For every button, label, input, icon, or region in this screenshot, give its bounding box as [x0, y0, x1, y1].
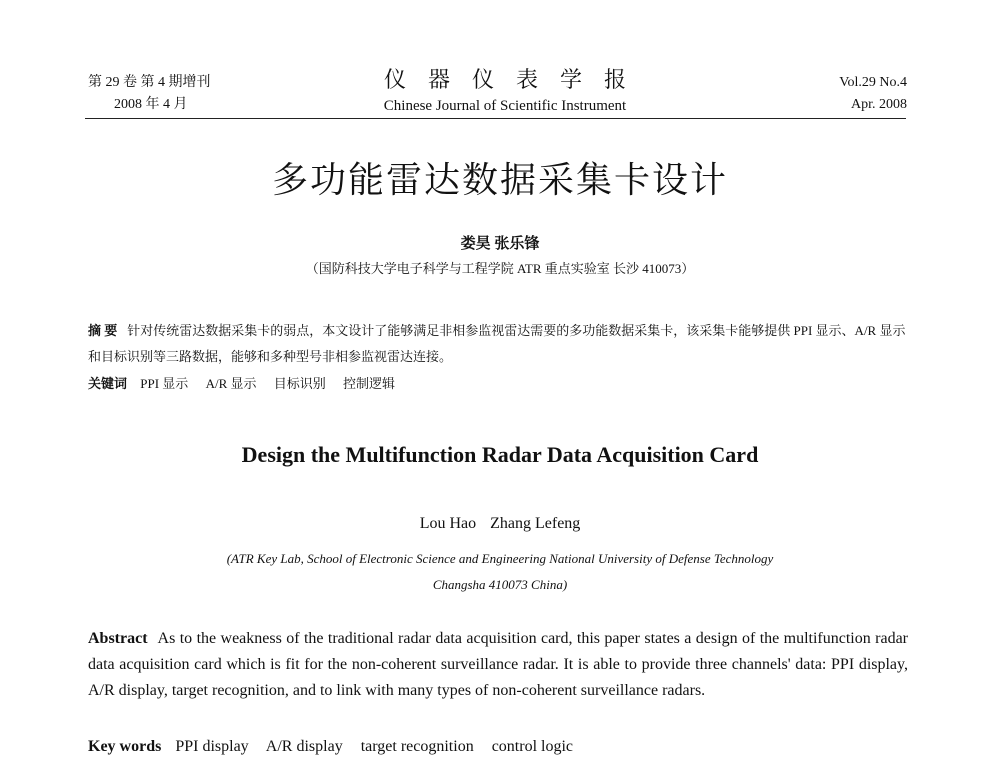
issue-volume: 第 29 卷 第 4 期增刊 [88, 75, 211, 90]
affiliation-en-line1: (ATR Key Lab, School of Electronic Science and Engineering National University of Defense Technology [226, 551, 774, 566]
authors-en [0, 515, 1000, 533]
keyword-cn: A/R 显示 [205, 376, 257, 391]
abstract-cn [88, 318, 908, 370]
abstract-cn-text: 针对传统雷达数据采集卡的弱点，本文设计了能够满足非相参监视雷达需要的多功能数据采集卡，该采集卡能够提供 PPI 显示、A/R 显示和目标识别等三路数据，能够和多种型号非相参监视雷达连接。 [88, 323, 906, 364]
abstract-cn-label: 摘 要 [88, 323, 118, 338]
journal-name-cn: 仪器仪表学报 [383, 67, 648, 92]
keyword-en: PPI display [175, 738, 249, 755]
abstract-en-text: As to the weakness of the traditional radar data acquisition card, this paper states a design of the multifunction radar data acquisition card which is fit for the non-coherent surveillance radar. It is able to provide three channels' data: PPI display, A/R display, target recognition, and to link with many types of non-coherent surveillance radars. [88, 630, 908, 699]
authors-cn: 娄昊 张乐锋 [460, 236, 540, 252]
affiliation-en [0, 546, 1000, 598]
journal-issue-info [88, 72, 211, 116]
journal-name [300, 66, 710, 116]
publication-date: Apr. 2008 [851, 97, 907, 112]
journal-name-en: Chinese Journal of Scientific Instrument [383, 98, 627, 114]
paper-title-en: Design the Multifunction Radar Data Acquisition Card [241, 442, 759, 467]
keywords-en-label: Key words [88, 738, 162, 755]
affiliation-en-line2: Changsha 410073 China) [432, 577, 568, 592]
author-name: Zhang Lefeng [490, 515, 581, 532]
journal-issue-info-en [839, 72, 907, 116]
keyword-en: A/R display [265, 738, 343, 755]
author-name: Lou Hao [419, 515, 477, 532]
volume-number: Vol.29 No.4 [839, 75, 907, 90]
keyword-cn: 目标识别 [273, 376, 326, 391]
keyword-cn: 控制逻辑 [343, 376, 396, 391]
abstract-en [88, 626, 908, 704]
keyword-cn: PPI 显示 [140, 376, 189, 391]
affiliation-cn: （国防科技大学电子科学与工程学院 ATR 重点实验室 长沙 410073） [305, 261, 695, 276]
header-divider [85, 118, 906, 119]
issue-date: 2008 年 4 月 [114, 97, 188, 112]
keywords-en [88, 736, 908, 758]
keyword-en: control logic [491, 738, 573, 755]
keywords-cn [88, 372, 908, 396]
keywords-cn-label: 关键词 [88, 376, 128, 391]
abstract-en-label: Abstract [88, 630, 148, 647]
keyword-en: target recognition [360, 738, 474, 755]
paper-title-cn: 多功能雷达数据采集卡设计 [271, 160, 728, 201]
